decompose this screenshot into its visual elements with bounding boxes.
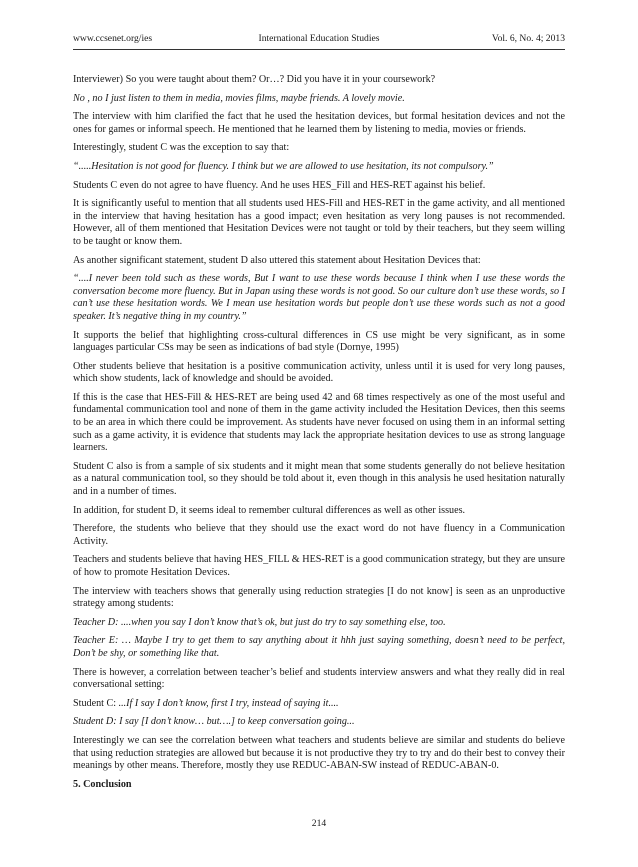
paragraph: Other students believe that hesitation is a positive communication activity, unless until it is used for very long pauses, which show students, lack of knowledge and should be avoided. [73,360,565,385]
paragraph: Interviewer) So you were taught about them? Or…? Did you have it in your coursework? [73,74,436,85]
speaker-label: Student C: [73,697,119,709]
paragraph: Interestingly we can see the correlation between what teachers and students believe are similar and students do believe that using reduction strategies are allowed but because it is not productive they try to try and do their best to convey their meanings by other means. Therefore, mostly they use REDUC-ABAN-SW instead of REDUC-ABAN-0. [73,734,565,772]
quote-paragraph: No , no I just listen to them in media, movies films, maybe friends. A lovely movie. [73,92,405,104]
paragraph: There is however, a correlation between teacher’s belief and students interview answers and what they really did in real conversational setting: [73,666,565,691]
paragraph: As another significant statement, student D also uttered this statement about Hesitation Devices that: [73,254,481,266]
quote-paragraph [73,698,565,711]
journal-title: International Education Studies [258,33,380,44]
quote-paragraph: Student D: I say [I don’t know… but….] to keep conversation going... [73,716,355,728]
paragraph: If this is the case that HES-Fill & HES-RET are being used 42 and 68 times respectively as one of the most useful and fundamental communication tool and none of them in the game activity included the Hesitation Devices, then this seems to be an area in which there could be improvement. As students have never focused on using them in an informal setting such as a game activity, it is evidence that students may lack the appropriate hesitation devices to use as strong language learners. [73,391,565,454]
page-number: 214 [311,818,327,829]
paragraph: It is significantly useful to mention that all students used HES-Fill and HES-RET in the game activity, and all mentioned in the interview that having hesitation has a good impact; even hesitation as very long pauses is not recommended. However, all of them mentioned that Hesitation Devices were not taught or told by their teachers, but they seem willing to be taught or know them. [73,198,565,247]
journal-url[interactable]: www.ccsenet.org/ies [73,33,153,44]
paragraph: In addition, for student D, it seems ideal to remember cultural differences as well as other issues. [73,504,466,516]
paragraph: Therefore, the students who believe that they should use the exact word do not have fluency in a Communication Activity. [73,523,565,547]
paragraph: Teachers and students believe that having HES_FILL & HES-RET is a good communication strategy, but they are unsure of how to promote Hesitation Devices. [73,554,565,578]
quote-paragraph: “....I never been told such as these words, But I want to use these words because I think when I use these words the conversation become more fluency. But in Japan using these words is not good. So our culture don’t use these words, so I can’t use these hesitation words. We I mean use hesitation words but people don’t use these words such as not a good speaker. It’s negative thing in my country.” [73,273,565,322]
quote-paragraph: “.....Hesitation is not good for fluency. I think but we are allowed to use hesitation, its not compulsory.” [73,160,494,172]
quote-text: ...If I say I don’t know, first I try, instead of saying it.... [118,697,339,709]
paragraph: The interview with teachers shows that generally using reduction strategies [I do not know] is seen as an unproductive strategy among students: [73,585,565,610]
paragraph: Interestingly, student C was the exception to say that: [73,142,290,154]
paragraph: The interview with him clarified the fact that he used the hesitation devices, but formal hesitation devices and not the ones for games or informal speech. He mentioned that he learned them by listening to media, movies or friends. [73,111,565,135]
paragraph: Student C also is from a sample of six students and it might mean that some students generally do not believe hesitation as a natural communication tool, so they should be told about it, even though in this analysis he used hesitation naturally and in a number of times. [73,460,565,498]
paragraph: It supports the belief that highlighting cross-cultural differences in CS use might be very significant, as in some languages particular CSs may be seen as indications of bad style (Dornye, 1995) [73,329,565,354]
quote-paragraph: Teacher E: … Maybe I try to get them to say anything about it hhh just saying something, doesn’t need to be perfect, Don’t be shy, or something like that. [73,635,565,659]
paragraph: Students C even do not agree to have fluency. And he uses HES_Fill and HES-RET against his belief. [73,179,486,191]
header-rule [73,49,565,50]
quote-paragraph: Teacher D: ....when you say I don’t know that’s ok, but just do try to say something else, too. [73,616,446,628]
body-text [73,74,565,797]
volume-info: Vol. 6, No. 4; 2013 [491,33,565,44]
section-heading: 5. Conclusion [73,778,132,790]
